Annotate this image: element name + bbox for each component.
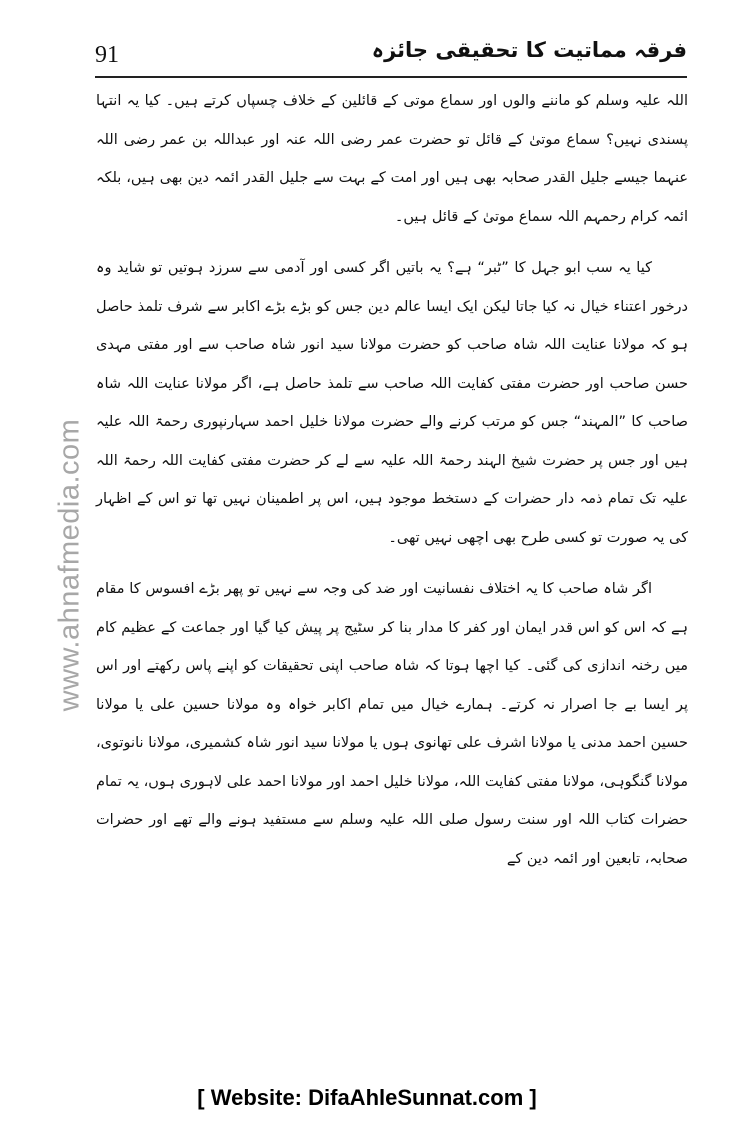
paragraph: اللہ علیہ وسلم کو ماننے والوں اور سماع موتی کے قائلین کے خلاف چسپاں کرتے ہیں۔ کیا یہ انتہا پسندی نہیں؟ سماع موتیٰ کے قائل تو حضرت عمر رضی اللہ عنہ اور عبداللہ بن عمر رضی اللہ عنہما جیسے جلیل القدر صحابہ بھی ہیں اور امت کے بہت سے جلیل القدر ائمہ دین بھی ہیں، بلکہ ائمہ کرام رحمہم اللہ سماع موتیٰ کے قائل ہیں۔: [96, 93, 688, 225]
paragraph: اگر شاہ صاحب کا یہ اختلاف نفسانیت اور ضد کی وجہ سے نہیں تو پھر بڑے افسوس کا مقام ہے کہ اس کو اس قدر ایمان اور کفر کا مدار بنا کر سٹیج پر پیش کیا گیا اور جماعت کے عظیم کام میں رخنہ اندازی کی گئی۔ کیا اچھا ہوتا کہ شاہ صاحب اپنی تحقیقات کو اپنے پاس رکھتے اور اس پر ایسا بے جا اصرار نہ کرتے۔ ہمارے خیال میں تمام اکابر خواہ وہ مولانا حسین علی یا مولانا حسین احمد مدنی یا مولانا اشرف علی تھانوی ہوں یا مولانا سید انور شاہ کشمیری، مولانا نانوتوی، مولانا گنگوہی، مولانا مفتی کفایت اللہ، مولانا خلیل احمد اور مولانا احمد علی لاہوری ہوں، یہ تمام حضرات کتاب اللہ اور سنت رسول صلی اللہ علیہ وسلم سے مستفید ہونے والے تھے اور حضرات صحابہ، تابعین اور ائمہ دین کے: [96, 581, 688, 867]
page-number: 91: [95, 42, 119, 68]
running-title: فرقہ مماتیت کا تحقیقی جائزہ: [371, 38, 687, 62]
page-header: [95, 36, 687, 78]
body-text: [96, 82, 688, 878]
watermark: www.ahnafmedia.com: [53, 418, 86, 712]
website-footer: [ Website: DifaAhleSunnat.com ]: [197, 1085, 537, 1110]
paragraph: کیا یہ سب ابو جہل کا ”ٹبر“ ہے؟ یہ باتیں اگر کسی اور آدمی سے سرزد ہوتیں تو شاید وہ درخور اعتناء خیال نہ کیا جاتا لیکن ایک ایسا عالم دین جس کو بڑے بڑے اکابر سے شرف تلمذ حاصل ہو کہ مولانا عنایت اللہ شاہ صاحب کو حضرت مولانا سید انور شاہ صاحب سے اور مفتی مہدی حسن صاحب اور حضرت مفتی کفایت اللہ صاحب سے تلمذ حاصل ہے، اگر مولانا عنایت اللہ شاہ صاحب کا ”المہند“ جس کو مرتب کرنے والے حضرت مولانا خلیل احمد سہارنپوری رحمۃ اللہ علیہ ہیں اور جس پر حضرت شیخ الہند رحمۃ اللہ علیہ سے لے کر حضرت مفتی کفایت اللہ رحمۃ اللہ علیہ تک تمام ذمہ دار حضرات کے دستخط موجود ہیں، اس پر اطمینان نہیں تھا تو اس کے اظہار کی یہ صورت تو کسی طرح بھی اچھی نہیں تھی۔: [96, 260, 688, 546]
